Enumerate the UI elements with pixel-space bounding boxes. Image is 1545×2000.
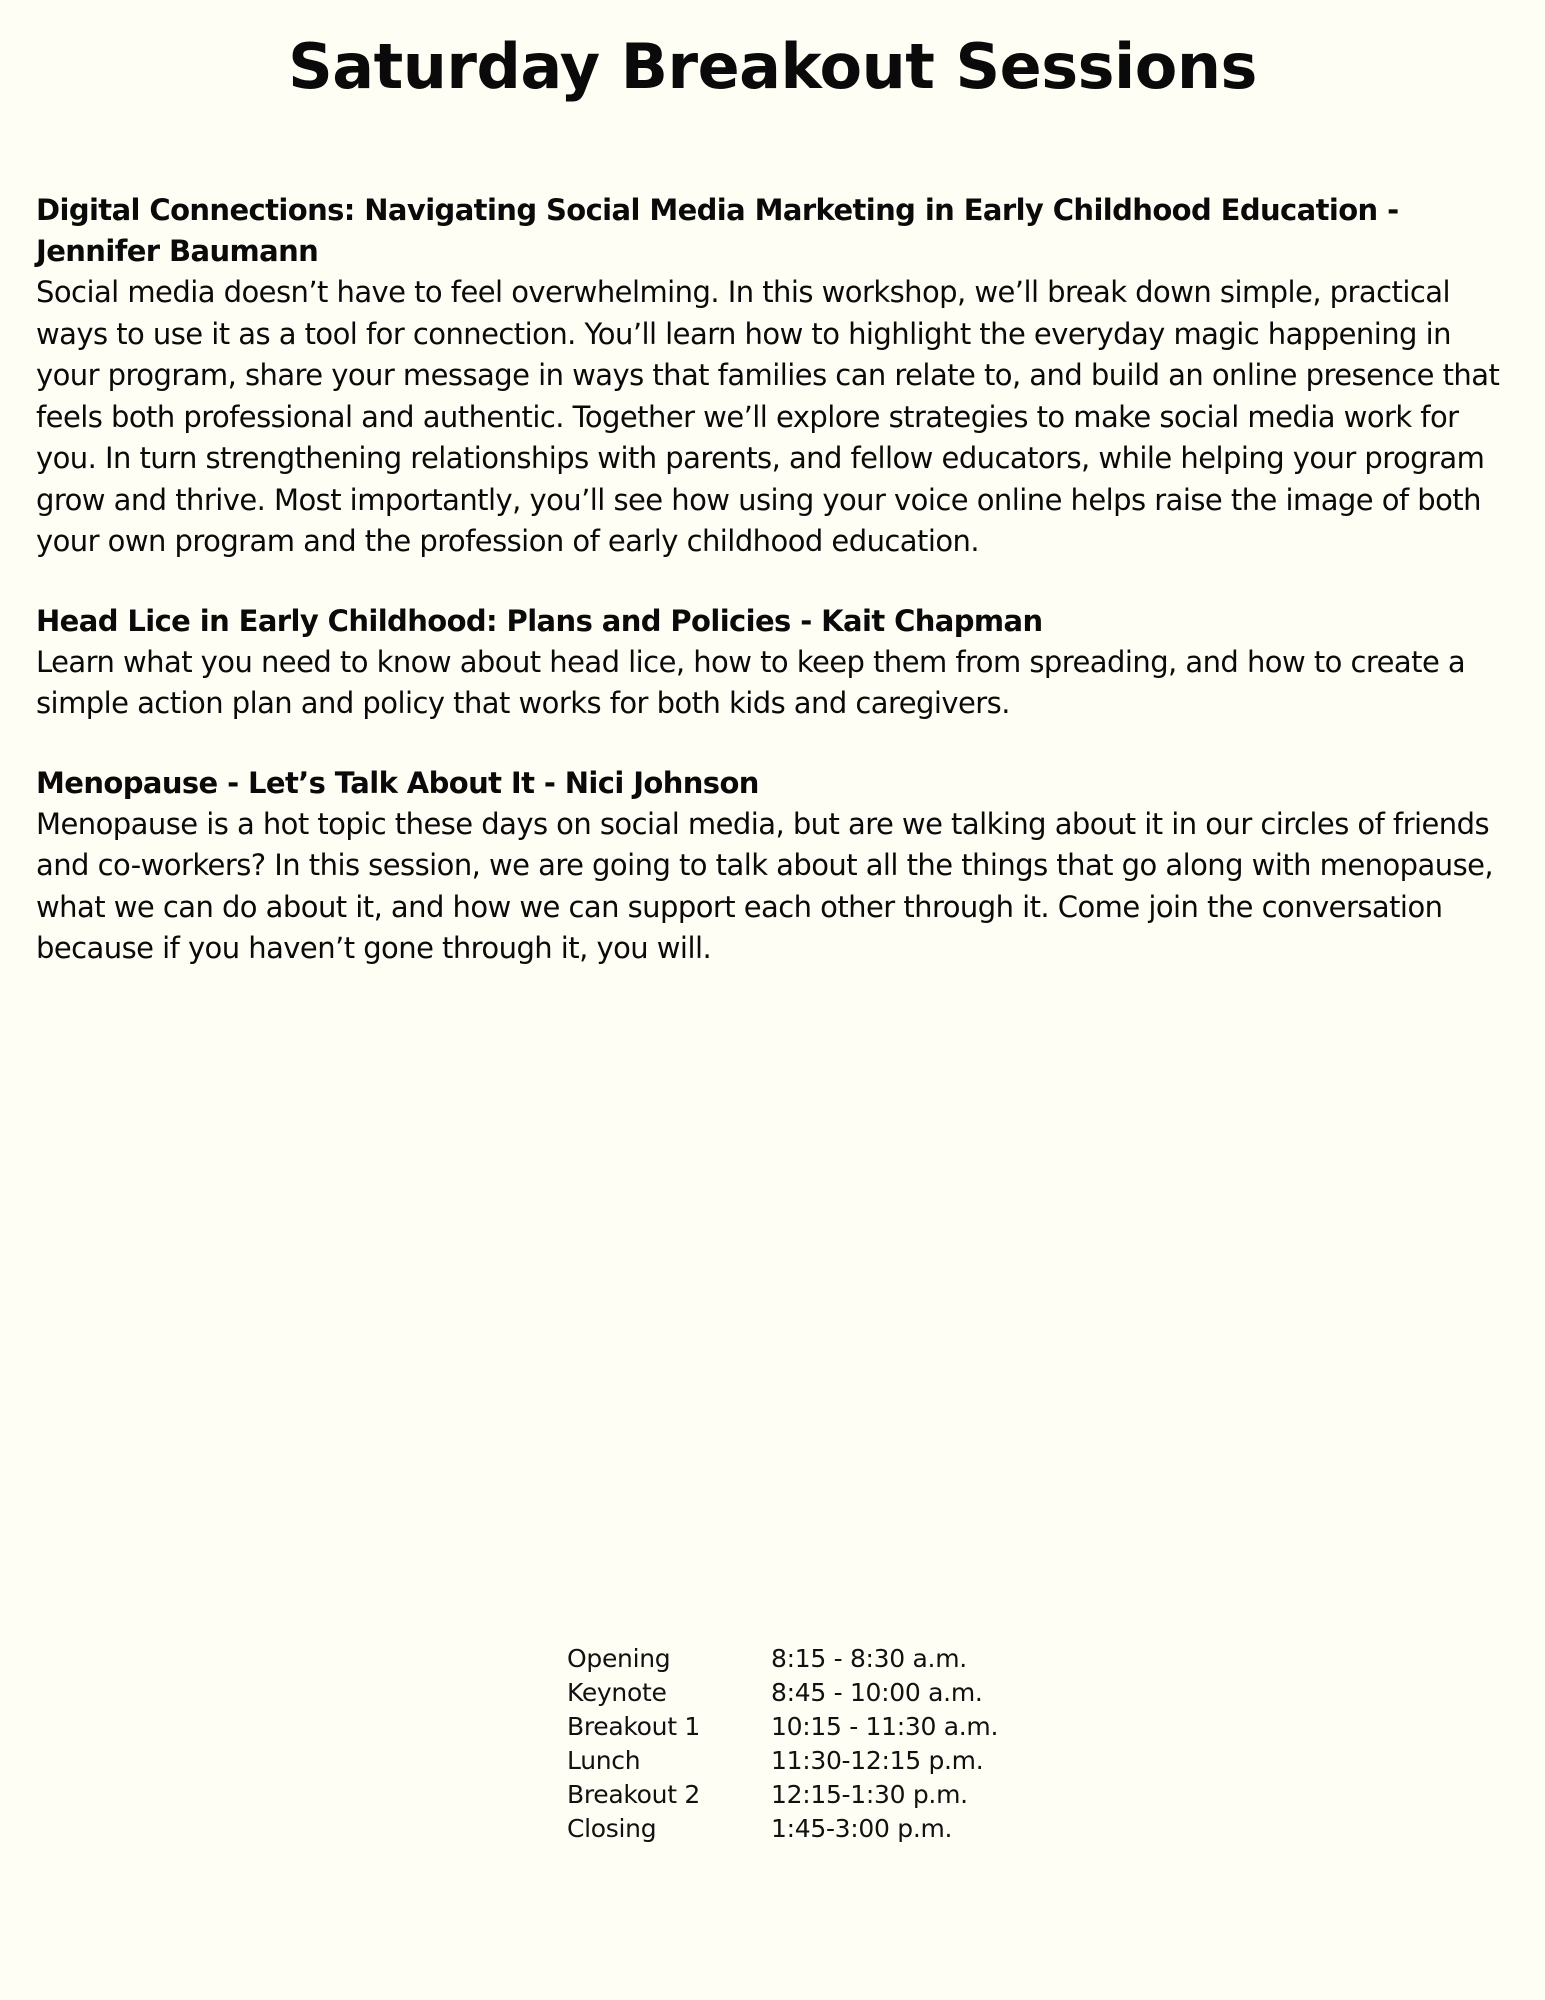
schedule-row	[567, 1744, 998, 1778]
schedule-label: Breakout 2	[567, 1780, 700, 1809]
schedule-row	[567, 1812, 998, 1846]
schedule-label: Opening	[567, 1644, 671, 1673]
session-description: Learn what you need to know about head lice, how to keep them from spreading, and how to create a simple action plan and policy that works for both kids and caregivers.	[36, 644, 1466, 720]
schedule-time: 8:15 - 8:30 a.m.	[771, 1644, 967, 1673]
schedule-time: 1:45-3:00 p.m.	[771, 1814, 953, 1843]
schedule-time: 12:15-1:30 p.m.	[771, 1780, 968, 1809]
schedule-label: Breakout 1	[567, 1712, 700, 1741]
schedule-row	[567, 1710, 998, 1744]
schedule-label: Closing	[567, 1814, 657, 1843]
page-title: Saturday Breakout Sessions	[288, 30, 1257, 103]
session-item	[36, 601, 1508, 725]
session-title: Digital Connections: Navigating Social Media Marketing in Early Childhood Education - Jennifer Baumann	[36, 193, 1399, 268]
session-item	[36, 763, 1508, 970]
schedule-label: Keynote	[567, 1678, 667, 1707]
session-item	[36, 190, 1508, 563]
sessions-list	[36, 190, 1508, 1008]
session-description: Menopause is a hot topic these days on social media, but are we talking about it in our circles of friends and co-workers? In this session, we are going to talk about all the things that go along with menopause, what we can do about it, and how we can support each other through it. Come join the conversation because if you haven’t gone through it, you will.	[36, 806, 1494, 965]
schedule-time: 8:45 - 10:00 a.m.	[771, 1678, 983, 1707]
schedule-time: 11:30-12:15 p.m.	[771, 1746, 984, 1775]
schedule-label: Lunch	[567, 1746, 641, 1775]
schedule-row	[567, 1676, 998, 1710]
schedule-table	[567, 1642, 998, 1846]
schedule-row	[567, 1642, 998, 1676]
schedule-row	[567, 1778, 998, 1812]
session-title: Head Lice in Early Childhood: Plans and Policies - Kait Chapman	[36, 603, 1043, 638]
schedule-time: 10:15 - 11:30 a.m.	[771, 1712, 999, 1741]
session-title: Menopause - Let’s Talk About It - Nici Johnson	[36, 765, 759, 800]
session-description: Social media doesn’t have to feel overwhelming. In this workshop, we’ll break down simple, practical ways to use it as a tool for connection. You’ll learn how to highlight the everyday magic happening in your program, share your message in ways that families can relate to, and build an online presence that feels both professional and authentic. Together we’ll explore strategies to make social media work for you. In turn strengthening relationships with parents, and fellow educators, while helping your program grow and thrive. Most importantly, you’ll see how using your voice online helps raise the image of both your own program and the profession of early childhood education.	[36, 275, 1500, 558]
